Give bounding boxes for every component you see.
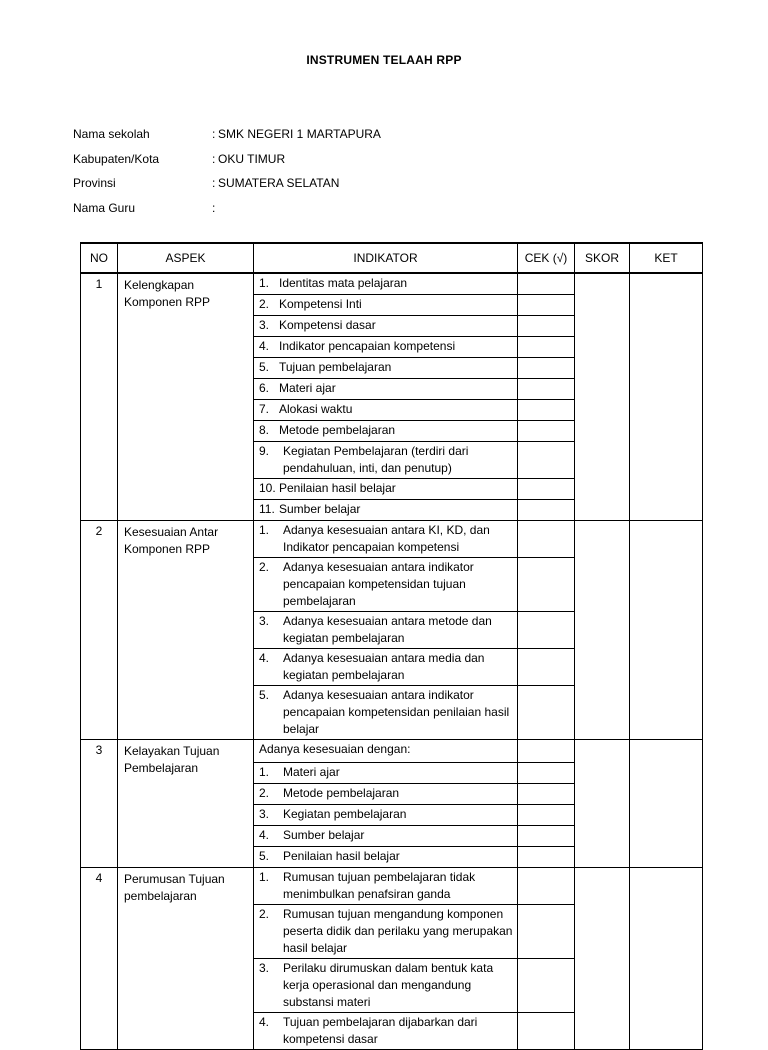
aspect-cell: Kesesuaian Antar Komponen RPP: [118, 521, 254, 740]
indicator-number: 4.: [259, 1015, 270, 1029]
check-cell[interactable]: [518, 1013, 575, 1050]
aspect-cell: Kelengkapan Komponen RPP: [118, 273, 254, 521]
check-cell[interactable]: [518, 805, 575, 826]
note-cell[interactable]: [630, 740, 703, 868]
indicator-cell: [254, 686, 518, 740]
indicator-text: Alokasi waktu: [279, 402, 353, 416]
indicator-cell: [254, 959, 518, 1013]
check-cell[interactable]: [518, 500, 575, 521]
indicator-cell: [254, 826, 518, 847]
check-cell[interactable]: [518, 612, 575, 649]
check-cell[interactable]: [518, 763, 575, 784]
indicator-cell: [254, 847, 518, 868]
header-skor: SKOR: [575, 243, 630, 273]
header-no: NO: [81, 243, 118, 273]
indicator-number: 11.: [259, 502, 275, 516]
indicator-lead: Adanya kesesuaian dengan:: [254, 740, 518, 763]
note-cell[interactable]: [630, 521, 703, 740]
indicator-number: 2.: [259, 907, 270, 921]
row-number: 4: [81, 868, 118, 1050]
indicator-text: Adanya kesesuaian antara indikator pencapaian kompetensidan penilaian hasil belajar: [283, 688, 510, 736]
indicator-number: 3.: [259, 961, 270, 975]
meta-row-province: [73, 176, 381, 201]
indicator-number: 9.: [259, 444, 270, 458]
indicator-number: 1.: [259, 276, 270, 290]
indicator-text: Adanya kesesuaian antara indikator pencapaian kompetensidan tujuan pembelajaran: [283, 560, 474, 608]
indicator-text: Penilaian hasil belajar: [279, 481, 396, 495]
row-number: 3: [81, 740, 118, 868]
indicator-number: 7.: [259, 402, 270, 416]
indicator-text: Materi ajar: [279, 381, 336, 395]
meta-label: Nama sekolah: [73, 127, 150, 141]
check-cell[interactable]: [518, 400, 575, 421]
note-cell[interactable]: [630, 273, 703, 521]
check-cell[interactable]: [518, 649, 575, 686]
indicator-text: Perilaku dirumuskan dalam bentuk kata kerja operasional dan mengandung substansi materi: [283, 961, 494, 1009]
note-cell[interactable]: [630, 868, 703, 1050]
check-cell[interactable]: [518, 337, 575, 358]
check-cell[interactable]: [518, 868, 575, 905]
score-cell[interactable]: [575, 521, 630, 740]
aspect-cell: Kelayakan Tujuan Pembelajaran: [118, 740, 254, 868]
header-indikator: INDIKATOR: [254, 243, 518, 273]
indicator-number: 6.: [259, 381, 270, 395]
indicator-text: Sumber belajar: [283, 828, 365, 842]
meta-label: Provinsi: [73, 176, 116, 190]
row-number: 2: [81, 521, 118, 740]
indicator-cell: [254, 784, 518, 805]
indicator-number: 5.: [259, 849, 270, 863]
row-number: 1: [81, 273, 118, 521]
meta-sep: :: [212, 151, 216, 166]
meta-value: SUMATERA SELATAN: [218, 176, 340, 190]
meta-value: SMK NEGERI 1 MARTAPURA: [218, 127, 381, 141]
check-cell[interactable]: [518, 479, 575, 500]
indicator-text: Rumusan tujuan pembelajaran tidak menimbulkan penafsiran ganda: [283, 870, 476, 901]
indicator-cell: [254, 763, 518, 784]
check-cell[interactable]: [518, 521, 575, 558]
indicator-text: Materi ajar: [283, 765, 340, 779]
indicator-number: 5.: [259, 360, 270, 374]
indicator-number: 2.: [259, 786, 270, 800]
indicator-number: 2.: [259, 560, 270, 574]
check-cell[interactable]: [518, 905, 575, 959]
indicator-text: Sumber belajar: [279, 502, 361, 516]
table-row: [81, 740, 703, 763]
meta-row-school: [73, 127, 381, 152]
indicator-text: Kompetensi Inti: [279, 297, 362, 311]
indicator-text: Penilaian hasil belajar: [283, 849, 400, 863]
indicator-cell: [254, 400, 518, 421]
check-cell[interactable]: [518, 358, 575, 379]
check-cell[interactable]: [518, 379, 575, 400]
indicator-cell: [254, 500, 518, 521]
indicator-cell: [254, 1013, 518, 1050]
indicator-cell: [254, 421, 518, 442]
table-row: [81, 868, 703, 905]
indicator-text: Tujuan pembelajaran dijabarkan dari kompetensi dasar: [283, 1015, 478, 1046]
header-ket: KET: [630, 243, 703, 273]
indicator-cell: [254, 316, 518, 337]
meta-sep: :: [212, 127, 216, 141]
indicator-cell: [254, 295, 518, 316]
indicator-cell: [254, 358, 518, 379]
check-cell[interactable]: [518, 959, 575, 1013]
meta-row-teacher: [73, 201, 381, 226]
check-cell[interactable]: [518, 847, 575, 868]
indicator-text: Metode pembelajaran: [279, 423, 396, 437]
indicator-number: 4.: [259, 651, 270, 665]
check-cell[interactable]: [518, 740, 575, 763]
check-cell[interactable]: [518, 273, 575, 295]
indicator-number: 1.: [259, 765, 270, 779]
score-cell[interactable]: [575, 868, 630, 1050]
header-cek: CEK (√): [518, 243, 575, 273]
indicator-cell: [254, 273, 518, 295]
table-row: [81, 273, 703, 295]
indicator-number: 3.: [259, 318, 270, 332]
table-header-row: [81, 243, 703, 273]
check-cell[interactable]: [518, 442, 575, 479]
indicator-cell: [254, 442, 518, 479]
check-cell[interactable]: [518, 316, 575, 337]
indicator-cell: [254, 905, 518, 959]
indicator-text: Adanya kesesuaian antara media dan kegiatan pembelajaran: [283, 651, 485, 682]
check-cell[interactable]: [518, 558, 575, 612]
meta-label: Kabupaten/Kota: [73, 151, 160, 166]
assessment-table: [80, 242, 703, 1050]
check-cell[interactable]: [518, 826, 575, 847]
indicator-cell: [254, 521, 518, 558]
indicator-cell: [254, 612, 518, 649]
indicator-cell: [254, 337, 518, 358]
score-cell[interactable]: [575, 273, 630, 521]
meta-sep: :: [212, 176, 216, 190]
indicator-cell: [254, 558, 518, 612]
indicator-number: 10.: [259, 481, 276, 495]
table-body: [81, 273, 703, 1050]
indicator-text: Identitas mata pelajaran: [279, 276, 408, 290]
indicator-cell: [254, 805, 518, 826]
indicator-number: 4.: [259, 339, 270, 353]
score-cell[interactable]: [575, 740, 630, 868]
indicator-cell: [254, 379, 518, 400]
check-cell[interactable]: [518, 686, 575, 740]
table-row: [81, 521, 703, 558]
indicator-cell: [254, 868, 518, 905]
indicator-cell: [254, 649, 518, 686]
indicator-text: Indikator pencapaian kompetensi: [279, 339, 456, 353]
indicator-text: Rumusan tujuan mengandung komponen peserta didik dan perilaku yang merupakan hasil belajar: [283, 907, 513, 955]
indicator-text: Kegiatan pembelajaran: [283, 807, 407, 821]
aspect-cell: Perumusan Tujuan pembelajaran: [118, 868, 254, 1050]
indicator-number: 3.: [259, 614, 270, 628]
header-aspek: ASPEK: [118, 243, 254, 273]
meta-row-regency: [73, 152, 381, 177]
indicator-text: Metode pembelajaran: [283, 786, 400, 800]
indicator-number: 5.: [259, 688, 270, 702]
meta-label: Nama Guru: [73, 200, 136, 215]
indicator-cell: [254, 479, 518, 500]
meta-value: OKU TIMUR: [218, 151, 286, 166]
meta-sep: :: [212, 200, 216, 215]
indicator-number: 1.: [259, 523, 270, 537]
identity-block: [73, 127, 381, 225]
page-title: INSTRUMEN TELAAH RPP: [306, 53, 462, 67]
indicator-text: Adanya kesesuaian antara KI, KD, dan Indikator pencapaian kompetensi: [283, 523, 490, 554]
check-cell[interactable]: [518, 421, 575, 442]
indicator-number: 1.: [259, 870, 270, 884]
indicator-number: 2.: [259, 297, 270, 311]
check-cell[interactable]: [518, 295, 575, 316]
indicator-text: Tujuan pembelajaran: [279, 360, 392, 374]
indicator-number: 4.: [259, 828, 270, 842]
indicator-text: Kegiatan Pembelajaran (terdiri dari pendahuluan, inti, dan penutup): [283, 444, 469, 475]
indicator-text: Kompetensi dasar: [279, 318, 376, 332]
check-cell[interactable]: [518, 784, 575, 805]
indicator-text: Adanya kesesuaian antara metode dan kegiatan pembelajaran: [283, 614, 492, 645]
indicator-number: 8.: [259, 423, 270, 437]
indicator-number: 3.: [259, 807, 270, 821]
